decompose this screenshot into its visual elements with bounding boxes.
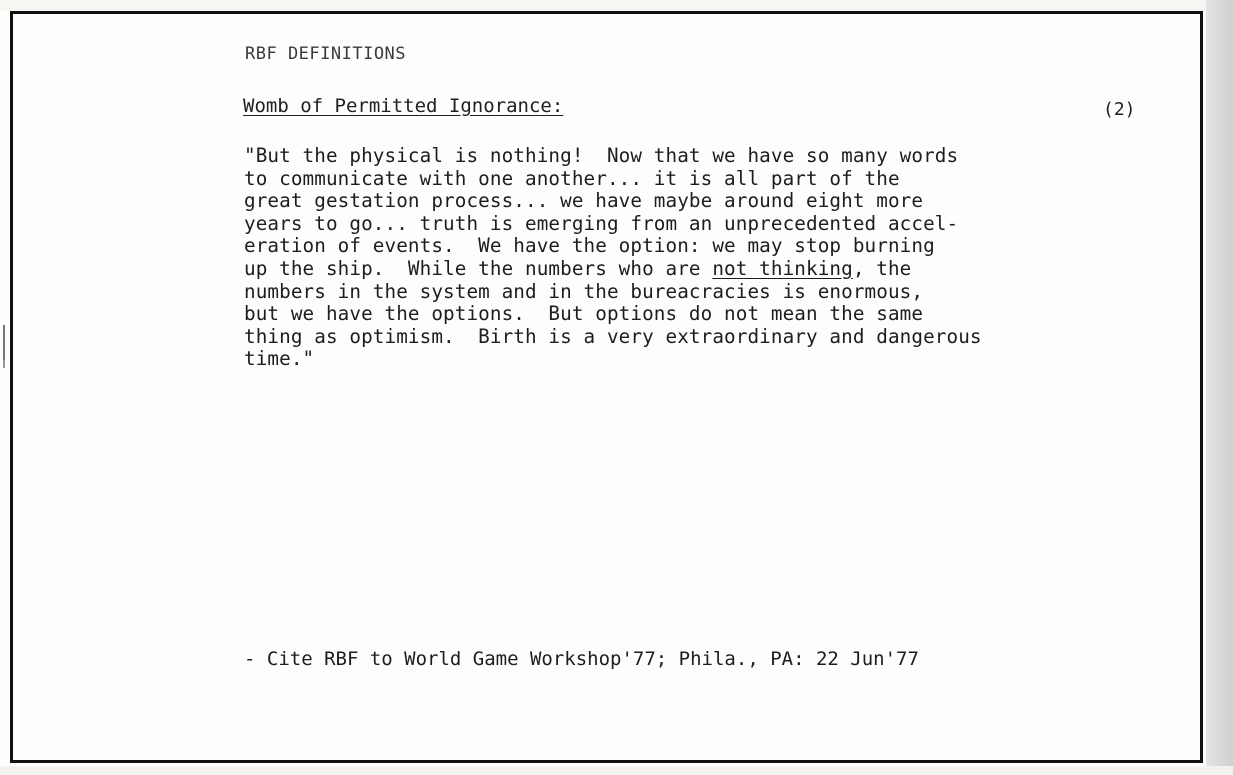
quote-line: eration of events. We have the option: we may stop burning xyxy=(244,234,935,258)
quote-line: but we have the options. But options do not mean the same xyxy=(244,302,924,326)
scan-top-margin xyxy=(0,0,1233,11)
term-title: Womb of Permitted Ignorance: xyxy=(243,95,564,117)
scan-right-margin xyxy=(1206,0,1233,775)
quote-line: time." xyxy=(244,347,315,371)
quote-line: , the xyxy=(852,256,912,280)
quote-line: "But the physical is nothing! Now that we have so many words xyxy=(244,144,959,167)
quote-line: to communicate with one another... it is all part of the xyxy=(244,166,900,190)
quote-line: thing as optimism. Birth is a very extraordinary and dangerous xyxy=(244,324,982,348)
scan-bottom-margin xyxy=(0,766,1233,775)
citation: - Cite RBF to World Game Workshop'77; Phila., PA: 22 Jun'77 xyxy=(244,648,919,670)
quote-line: up the ship. While the numbers who are xyxy=(244,256,713,280)
underlined-phrase: not thinking xyxy=(712,256,853,280)
quote-line: years to go... truth is emerging from an unprecedented accel- xyxy=(244,211,959,235)
definition-quote xyxy=(244,145,1144,371)
document-header: RBF DEFINITIONS xyxy=(245,44,407,64)
page-number: (2) xyxy=(1103,99,1136,120)
quote-line: numbers in the system and in the bureacracies is enormous, xyxy=(244,279,924,303)
scan-artifact-tick xyxy=(3,360,5,368)
quote-line: great gestation process... we have maybe around eight more xyxy=(244,189,924,213)
scan-artifact-mark xyxy=(3,325,5,365)
